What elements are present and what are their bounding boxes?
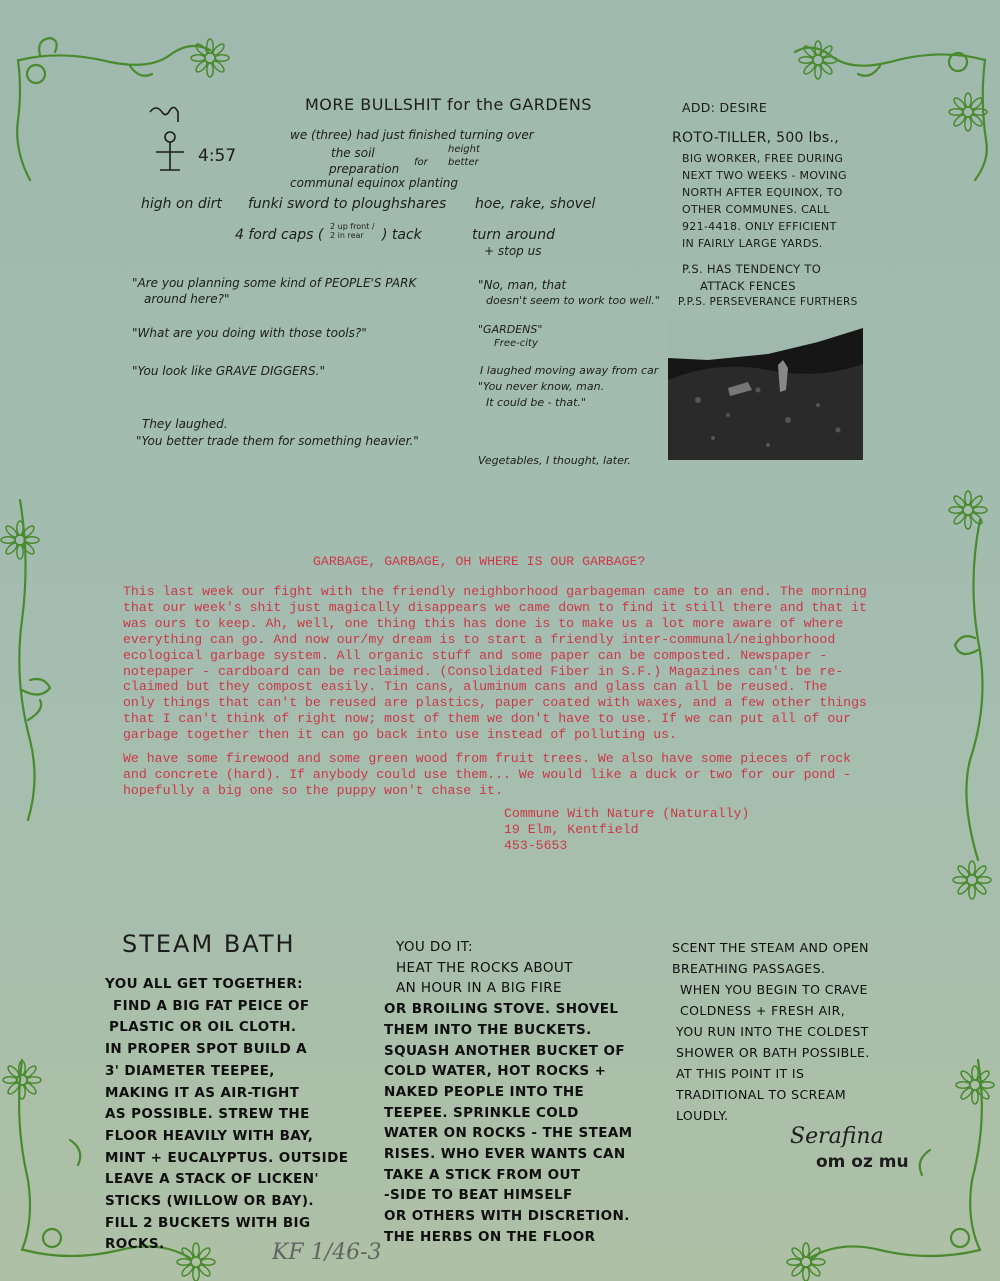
ad-line-1: ROTO-TILLER, 500 lbs.,	[672, 130, 839, 146]
steam-col1-line: FIND A BIG FAT PEICE OF	[113, 997, 310, 1014]
steam-col2-line: RISES. WHO EVER WANTS CAN	[384, 1146, 626, 1163]
steam-col3-line: SCENT THE STEAM AND OPEN	[672, 940, 869, 955]
ad-line-0: ADD: DESIRE	[682, 100, 768, 115]
steam-col1-line: YOU ALL GET TOGETHER:	[105, 976, 303, 992]
garbage-p1-line: everything can go. And now our/my dream is to start a friendly inter-communal/neighborhood	[123, 631, 836, 647]
dialogue-q2: "What are you doing with those tools?"	[132, 326, 367, 340]
dialogue-a4: Vegetables, I thought, later.	[478, 454, 631, 467]
garbage-signature-address: 19 Elm, Kentfield	[504, 822, 639, 837]
narrative-line-3: preparation	[329, 162, 400, 176]
garbage-p2-line: We have some firewood and some green wood from fruit trees. We also have some pieces of rock	[123, 751, 852, 766]
steam-col2-line: SQUASH ANOTHER BUCKET OF	[384, 1042, 626, 1059]
ad-line-8: P.S. HAS TENDENCY TO	[682, 262, 822, 276]
garbage-p2-line: hopefully a big one so the puppy won't chase it.	[123, 782, 503, 798]
dialogue-a2-a: "GARDENS"	[478, 323, 543, 336]
garbage-p1-line: only things that can't be reused are plastics, paper coated with waxes, and a few other things	[123, 695, 867, 711]
garbage-p1-line: was ours to keep. Ah, well, one thing this has done is to make us a lot more aware of where	[123, 615, 844, 631]
steam-col2-line: -SIDE TO BEAT HIMSELF	[384, 1187, 573, 1204]
steam-col2-line: OR BROILING STOVE. SHOVEL	[384, 1001, 619, 1018]
narrative-line-2-height: height	[448, 144, 480, 155]
time-note: 4:57	[198, 146, 237, 166]
garbage-p1-line: claimed but they compost easily. Tin cans, aluminum cans and glass can all be reused. The	[123, 679, 828, 695]
steam-col1-line: ROCKS.	[105, 1236, 165, 1253]
narrative-row1-c: sword to ploughshares	[287, 196, 447, 212]
steam-column-2	[384, 937, 664, 1248]
garbage-p1-line: garbage together then it can go back into use instead of polluting us.	[123, 727, 677, 743]
dialogue-a1-b: doesn't seem to work too well."	[486, 294, 660, 307]
steam-col3-line: SHOWER OR BATH POSSIBLE.	[676, 1045, 870, 1060]
steam-column-3	[672, 937, 942, 1126]
steam-col1-line: 3' DIAMETER TEEPEE,	[105, 1062, 275, 1079]
garden-photo	[668, 320, 863, 460]
ad-line-4: NORTH AFTER EQUINOX, TO	[682, 186, 843, 199]
narrative-row2-a: 4 ford caps (	[235, 227, 324, 243]
author-signature-2: om oz mu	[816, 1152, 909, 1172]
steam-col2-line: OR OTHERS WITH DISCRETION.	[384, 1208, 630, 1225]
steam-bath-title: STEAM BATH	[122, 930, 296, 958]
garbage-p1-line: that our week's shit just magically disappears we came down to find it still there and that it	[123, 599, 867, 615]
steam-col2-line: THE HERBS ON THE FLOOR	[384, 1228, 596, 1245]
steam-col1-line: LEAVE A STACK OF LICKEN'	[105, 1171, 319, 1188]
dialogue-q1-a: "Are you planning some kind of PEOPLE'S PARK	[132, 276, 417, 290]
steam-col1-line: PLASTIC OR OIL CLOTH.	[109, 1019, 297, 1036]
steam-col2-line: YOU DO IT:	[396, 939, 473, 955]
dialogue-a1-a: "No, man, that	[478, 278, 567, 292]
steam-col1-line: IN PROPER SPOT BUILD A	[105, 1041, 308, 1058]
ad-line-5: OTHER COMMUNES. CALL	[682, 203, 830, 216]
steam-col3-line: YOU RUN INTO THE COLDEST	[676, 1024, 869, 1039]
steam-col3-line: LOUDLY.	[676, 1108, 729, 1123]
steam-col2-line: THEM INTO THE BUCKETS.	[384, 1021, 592, 1038]
steam-col2-line: HEAT THE ROCKS ABOUT	[396, 959, 573, 976]
narrative-row2-fraction: 2 up front / 2 in rear	[330, 222, 375, 240]
steam-col1-line: FILL 2 BUCKETS WITH BIG	[105, 1214, 311, 1231]
steam-col2-line: TEEPEE. SPRINKLE COLD	[384, 1104, 579, 1121]
narrative-row2-b: ) tack	[382, 227, 422, 243]
garbage-signature-phone: 453-5653	[504, 838, 568, 853]
steam-col2-line: NAKED PEOPLE INTO THE	[384, 1083, 585, 1100]
steam-col1-line: MAKING IT AS AIR-TIGHT	[105, 1084, 300, 1101]
garbage-p1-line: that I can't think of right now; most of them we don't have to use. If we can put all of our	[123, 711, 852, 727]
steam-col1-line: MINT + EUCALYPTUS. OUTSIDE	[105, 1149, 349, 1166]
dialogue-q3: "You look like GRAVE DIGGERS."	[132, 364, 325, 378]
dialogue-a2-b: Free-city	[494, 338, 538, 349]
narrative-line-3-for: for	[414, 157, 428, 168]
garbage-p1-line: This last week our fight with the friendly neighborhood garbageman came to an end. The morning	[123, 584, 867, 599]
steam-col2-line: TAKE A STICK FROM OUT	[384, 1166, 581, 1183]
steam-col3-line: TRADITIONAL TO SCREAM	[676, 1087, 847, 1102]
narrative-row1-d: hoe, rake, shovel	[475, 196, 596, 212]
dialogue-q1-b: around here?"	[144, 292, 230, 306]
archive-mark: KF 1/46-3	[272, 1240, 382, 1265]
narrative-row2-c: turn around	[472, 227, 555, 243]
narrative-line-4: communal equinox planting	[290, 176, 459, 190]
dialogue-q4-a: They laughed.	[142, 417, 228, 431]
dialogue-a3-b: "You never know, man.	[478, 380, 605, 393]
garden-photo-image	[668, 320, 863, 460]
narrative-line-2: the soil	[331, 146, 375, 160]
garbage-paragraph-1	[123, 584, 867, 743]
garbage-paragraph-2	[123, 751, 851, 799]
narrative-line-1: we (three) had just finished turning over	[290, 128, 534, 142]
steam-col1-line: STICKS (WILLOW OR BAY).	[105, 1193, 314, 1210]
author-signature: Serafina	[790, 1124, 884, 1149]
ad-line-9: ATTACK FENCES	[700, 279, 796, 293]
steam-col1-line: AS POSSIBLE. STREW THE	[105, 1106, 310, 1123]
steam-col2-line: WATER ON ROCKS - THE STEAM	[384, 1125, 633, 1142]
ad-line-3: NEXT TWO WEEKS - MOVING	[682, 169, 847, 182]
narrative-row2-d: + stop us	[484, 244, 542, 258]
steam-col3-line: WHEN YOU BEGIN TO CRAVE	[680, 982, 868, 997]
garbage-title: GARBAGE, GARBAGE, OH WHERE IS OUR GARBAGE?	[313, 554, 646, 569]
ad-line-10: P.P.S. PERSEVERANCE FURTHERS	[678, 296, 858, 308]
narrative-row1-a: high on dirt	[141, 196, 222, 212]
dialogue-a3-a: I laughed moving away from car	[480, 364, 659, 377]
garbage-signature-name: Commune With Nature (Naturally)	[504, 806, 750, 821]
ad-line-6: 921-4418. ONLY EFFICIENT	[682, 220, 837, 233]
steam-col3-line: AT THIS POINT IT IS	[676, 1066, 805, 1081]
narrative-row1-b: funki	[248, 196, 283, 212]
steam-col1-line: FLOOR HEAVILY WITH BAY,	[105, 1127, 314, 1144]
ad-line-2: BIG WORKER, FREE DURING	[682, 152, 844, 165]
steam-col3-line: COLDNESS + FRESH AIR,	[680, 1003, 846, 1018]
ad-line-7: IN FAIRLY LARGE YARDS.	[682, 237, 823, 250]
dialogue-a3-c: It could be - that."	[486, 396, 586, 409]
garbage-p1-line: ecological garbage system. All organic stuff and some paper can be composted. Newspaper -	[123, 647, 828, 663]
steam-col3-line: BREATHING PASSAGES.	[672, 961, 826, 976]
garbage-p2-line: and concrete (hard). If anybody could use them... We would like a duck or two for our pond -	[123, 766, 852, 782]
page-title: MORE BULLSHIT for the GARDENS	[305, 95, 592, 114]
steam-column-1	[105, 974, 375, 1256]
dialogue-q4-b: "You better trade them for something heavier."	[136, 434, 419, 448]
narrative-line-3-better: better	[448, 157, 479, 168]
steam-col2-line: AN HOUR IN A BIG FIRE	[396, 980, 562, 997]
garbage-p1-line: notepaper - cardboard can be reclaimed. (Consolidated Fiber in S.F.) Magazines can't be re-	[123, 663, 844, 679]
steam-col2-line: COLD WATER, HOT ROCKS +	[384, 1063, 607, 1080]
